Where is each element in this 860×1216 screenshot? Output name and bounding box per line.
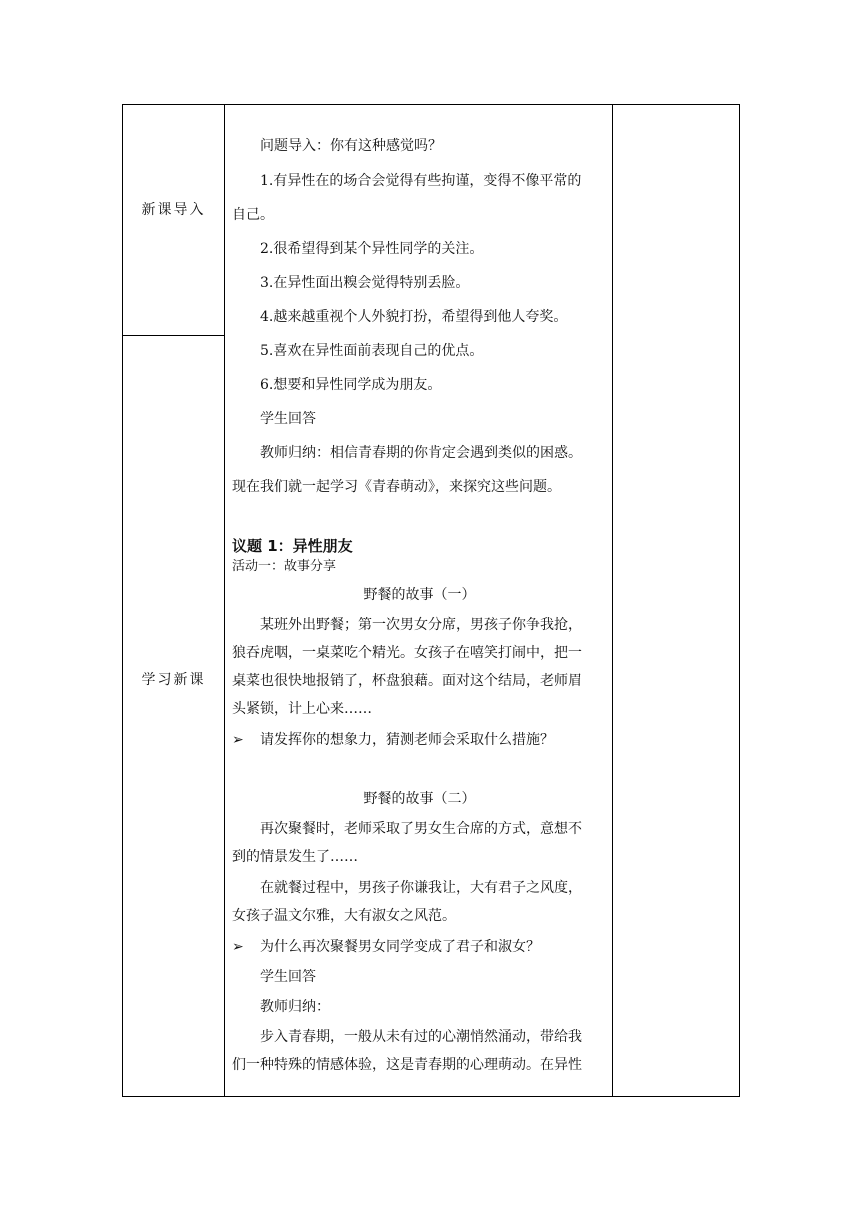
story-1-line-3: 桌菜也很快地报销了，杯盘狼藉。面对这个结局，老师眉 — [232, 673, 582, 689]
bullet-arrow-icon: ➢ — [232, 939, 244, 955]
lesson-student-answer: 学生回答 — [260, 969, 316, 985]
conclusion-line-1: 步入青春期，一般从未有过的心潮悄然涌动，带给我 — [260, 1029, 582, 1045]
story-2-line-4: 女孩子温文尔雅，大有淑女之风范。 — [232, 908, 456, 924]
story-1-line-1: 某班外出野餐；第一次男女分席，男孩子你争我抢， — [260, 617, 582, 633]
lesson-plan-table — [122, 104, 740, 1097]
story-1-line-2: 狼吞虎咽，一桌菜吃个精光。女孩子在嘻笑打闹中，把一 — [232, 645, 582, 661]
story-2-line-1: 再次聚餐时，老师采取了男女生合席的方式，意想不 — [260, 821, 582, 837]
intro-question: 问题导入：你有这种感觉吗？ — [260, 138, 442, 154]
intro-item-2: 2.很希望得到某个异性同学的关注。 — [260, 241, 484, 257]
question-1-text: 请发挥你的想象力，猜测老师会采取什么措施？ — [260, 732, 554, 748]
intro-item-5: 5.喜欢在异性面前表现自己的优点。 — [260, 343, 484, 359]
intro-summary-line-2: 现在我们就一起学习《青春萌动》，来探究这些问题。 — [232, 479, 561, 495]
intro-item-1: 1.有异性在的场合会觉得有些拘谨，变得不像平常的 — [260, 173, 582, 189]
intro-student-answer: 学生回答 — [260, 411, 316, 427]
intro-item-3: 3.在异性面出糗会觉得特别丢脸。 — [260, 275, 470, 291]
row-label-new-lesson: 学习新课 — [141, 672, 206, 688]
intro-item-4: 4.越来越重视个人外貌打扮，希望得到他人夸奖。 — [260, 309, 568, 325]
activity-label: 活动一：故事分享 — [232, 559, 337, 574]
intro-item-1-cont: 自己。 — [232, 207, 274, 223]
conclusion-line-2: 们一种特殊的情感体验，这是青春期的心理萌动。在异性 — [232, 1057, 582, 1073]
column-divider-2 — [612, 105, 613, 1096]
story-2-title: 野餐的故事（二） — [363, 791, 476, 807]
row-label-intro: 新课导入 — [141, 202, 206, 218]
question-2-text: 为什么再次聚餐男女同学变成了君子和淑女？ — [260, 939, 540, 955]
story-2-line-3: 在就餐过程中，男孩子你谦我让，大有君子之风度， — [260, 880, 582, 896]
lesson-teacher-summary: 教师归纳： — [260, 999, 330, 1015]
row-divider — [123, 335, 224, 336]
story-1-line-4: 头紧锁，计上心来…… — [232, 701, 372, 717]
intro-item-6: 6.想要和异性同学成为朋友。 — [260, 377, 442, 393]
story-2-line-2: 到的情景发生了…… — [232, 849, 358, 865]
bullet-arrow-icon: ➢ — [232, 732, 244, 748]
story-1-title: 野餐的故事（一） — [363, 587, 476, 603]
intro-summary-line-1: 教师归纳：相信青春期的你肯定会遇到类似的困惑。 — [260, 445, 582, 461]
topic-heading: 议题 1：异性朋友 — [232, 537, 353, 555]
column-divider-1 — [224, 105, 225, 1096]
